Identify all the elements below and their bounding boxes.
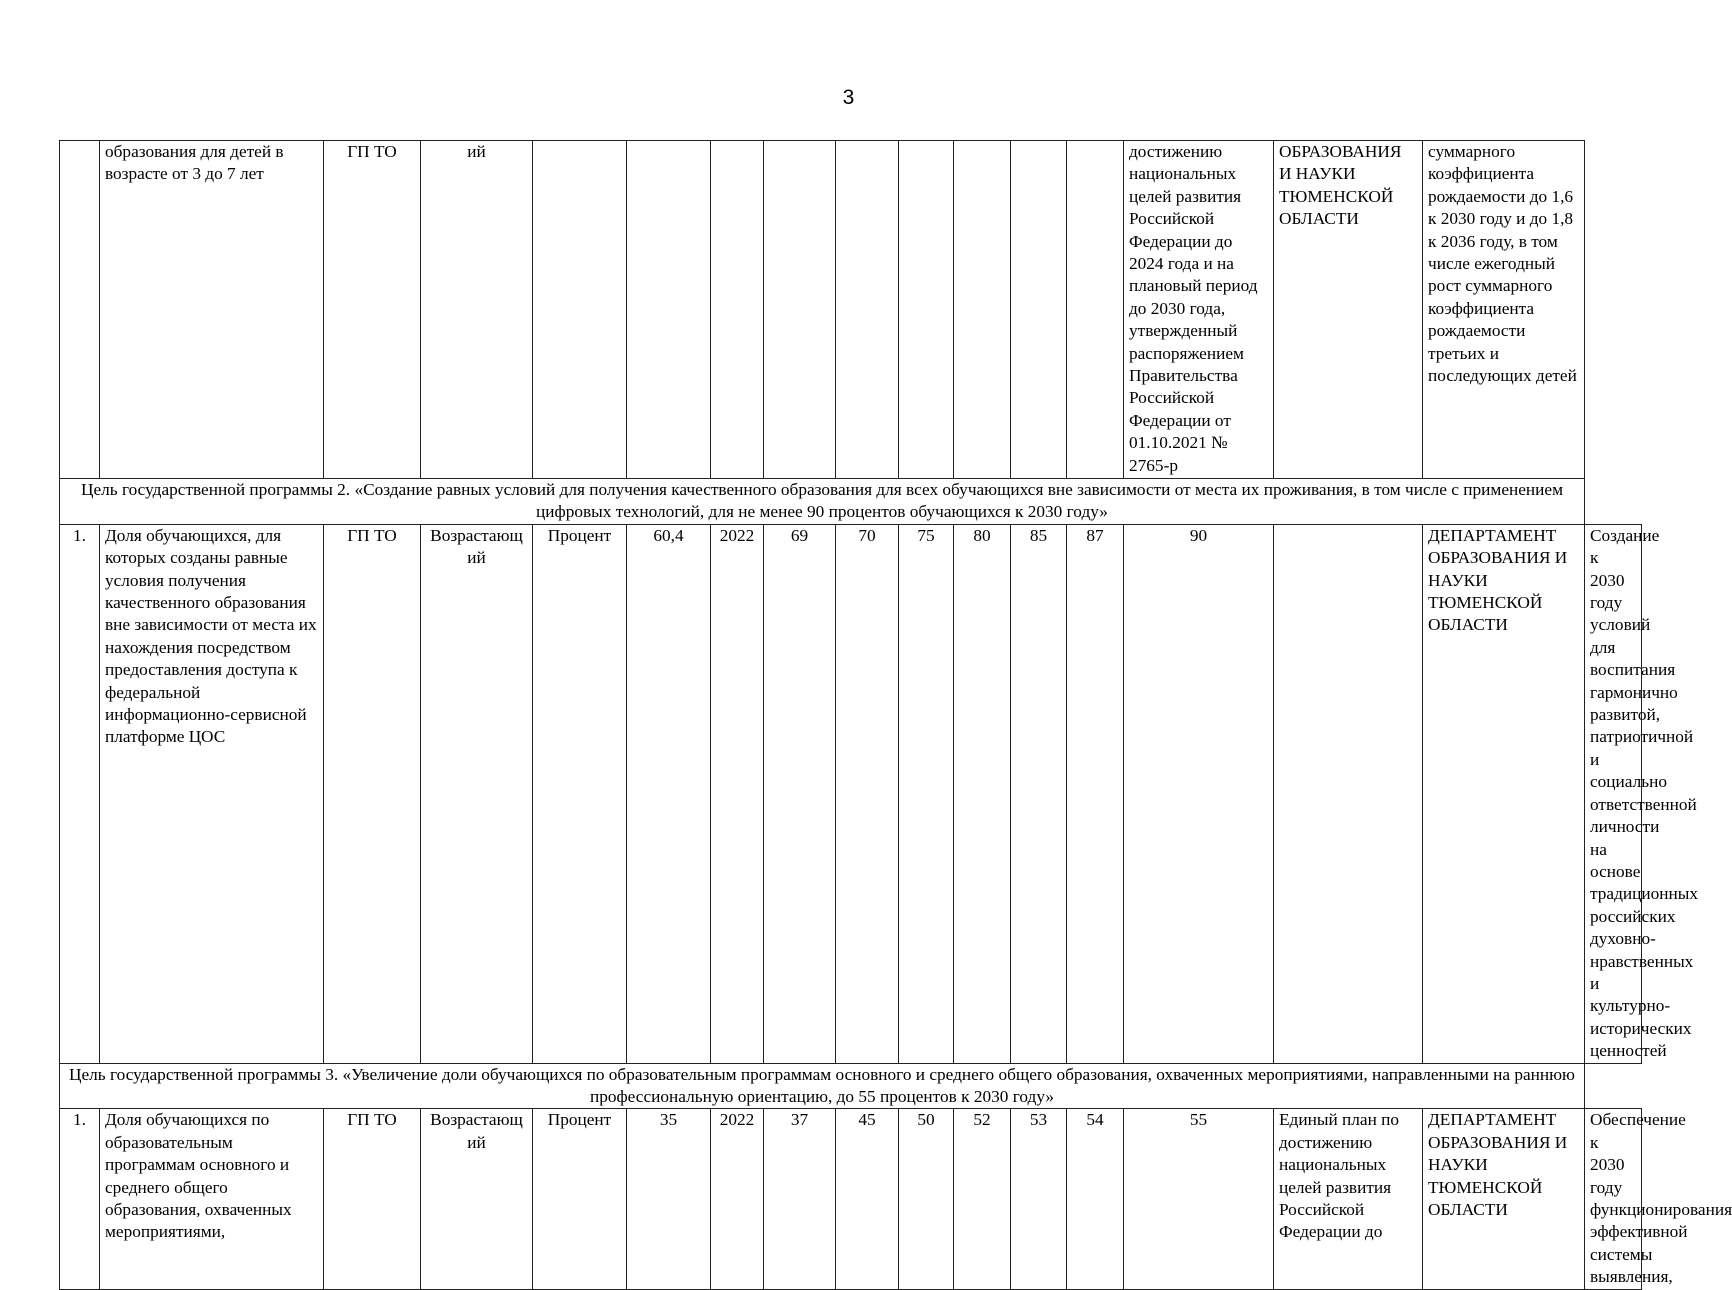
cell-basis-document [1274,524,1423,1063]
goal-3-text: Цель государственной программы 3. «Увеличение доли обучающихся по образовательным программам основного и среднего общего образования, охваченных мероприятиями, направленными на раннюю профессиональную ориентацию, до 55 процентов к 2030 году» [60,1063,1585,1109]
cell-indicator-name: Доля обучающихся по образовательным программам основного и среднего общего образования, охваченных мероприятиями, [100,1109,324,1289]
cell-value: 69 [764,524,836,1063]
cell-value: 53 [1011,1109,1067,1289]
cell-value: 75 [899,524,954,1063]
cell-national-goal-link: Создание к 2030 году условий для воспитания гармонично развитой, патриотичной и социально ответственной личности на основе традиционных российских духовно-нравственных и культурно-исторических ценностей [1585,524,1642,1063]
cell-value: 45 [836,1109,899,1289]
cell-level: ГП ТО [324,524,421,1063]
cell-base-value [627,141,711,479]
cell-level: ГП ТО [324,1109,421,1289]
table-row [60,1109,1642,1289]
cell-value: 70 [836,524,899,1063]
cell-value: 50 [899,1109,954,1289]
cell-responsible: ДЕПАРТАМЕНТ ОБРАЗОВАНИЯ И НАУКИ ТЮМЕНСКОЙ ОБЛАСТИ [1423,524,1585,1063]
cell-base-value: 35 [627,1109,711,1289]
cell-value: 37 [764,1109,836,1289]
cell-value: 87 [1067,524,1124,1063]
cell-level: ГП ТО [324,141,421,479]
cell-unit: Процент [533,524,627,1063]
cell-indicator-name: образования для детей в возрасте от 3 до 7 лет [100,141,324,479]
cell-num: 1. [60,1109,100,1289]
cell-num: 1. [60,524,100,1063]
cell-base-year: 2022 [711,1109,764,1289]
cell-base-year [711,141,764,479]
cell-responsible: ОБРАЗОВАНИЯ И НАУКИ ТЮМЕНСКОЙ ОБЛАСТИ [1274,141,1423,479]
goal-row [60,1063,1642,1109]
cell-value [899,141,954,479]
cell-unit: Процент [533,1109,627,1289]
cell-trend: ий [421,141,533,479]
cell-value [1067,141,1124,479]
cell-responsible: ДЕПАРТАМЕНТ ОБРАЗОВАНИЯ И НАУКИ ТЮМЕНСКОЙ ОБЛАСТИ [1423,1109,1585,1289]
table-row [60,141,1642,479]
table-row [60,524,1642,1063]
cell-value: 80 [954,524,1011,1063]
cell-value [764,141,836,479]
cell-trend: Возрастающ ий [421,524,533,1063]
cell-national-goal-link: суммарного коэффициента рождаемости до 1,6 к 2030 году и до 1,8 к 2036 году, в том числе ежегодный рост суммарного коэффициента рождаемости третьих и последующих детей [1423,141,1585,479]
cell-basis-document: достижению национальных целей развития Российской Федерации до 2024 года и на плановый период до 2030 года, утвержденный распоряжением Правительства Российской Федерации от 01.10.2021 № 2765-р [1124,141,1274,479]
cell-value [954,141,1011,479]
cell-value: 54 [1067,1109,1124,1289]
cell-national-goal-link: Обеспечение к 2030 году функционирования эффективной системы выявления, [1585,1109,1642,1289]
cell-value: 90 [1124,524,1274,1063]
page-number: 3 [842,86,855,109]
goal-2-text: Цель государственной программы 2. «Создание равных условий для получения качественного образования для всех обучающихся вне зависимости от места их проживания, в том числе с применением цифровых технологий, для не менее 90 процентов обучающихся к 2030 году» [60,479,1585,525]
cell-indicator-name: Доля обучающихся, для которых созданы равные условия получения качественного образования вне зависимости от места их нахождения посредством предоставления доступа к федеральной информационно-сервисной платформе ЦОС [100,524,324,1063]
cell-base-value: 60,4 [627,524,711,1063]
cell-unit [533,141,627,479]
cell-basis-document: Единый план по достижению национальных целей развития Российской Федерации до [1274,1109,1423,1289]
cell-value: 85 [1011,524,1067,1063]
cell-value: 55 [1124,1109,1274,1289]
cell-value [836,141,899,479]
goal-row [60,479,1642,525]
cell-trend: Возрастающ ий [421,1109,533,1289]
cell-num [60,141,100,479]
indicators-table [59,140,1732,1290]
cell-value: 52 [954,1109,1011,1289]
cell-base-year: 2022 [711,524,764,1063]
cell-value [1011,141,1067,479]
